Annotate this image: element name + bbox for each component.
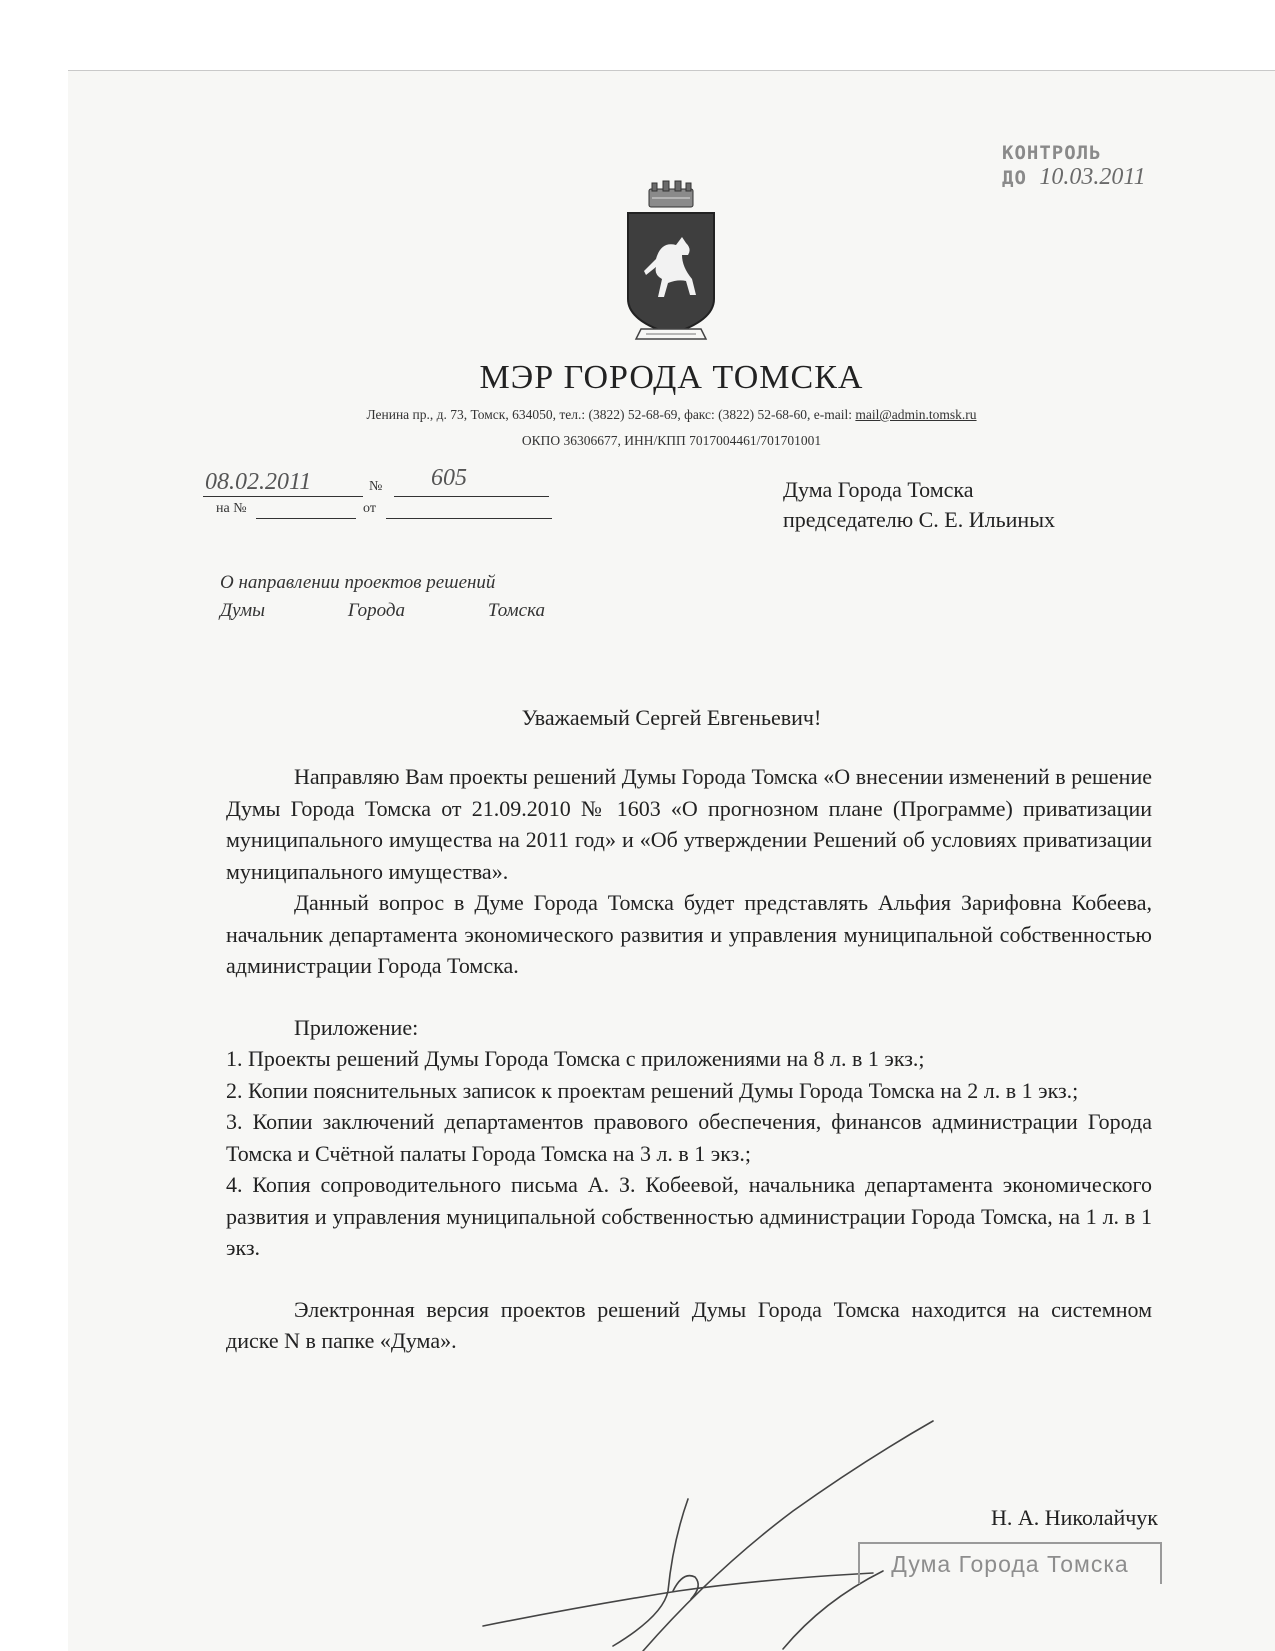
org-codes: ОКПО 36306677, ИНН/КПП 7017004461/701701001: [521, 433, 822, 448]
attachment-item-1: 1. Проекты решений Думы Города Томска с приложениями на 8 л. в 1 экз.;: [226, 1046, 925, 1071]
letter-sheet: [68, 70, 1275, 1651]
greeting: Уважаемый Сергей Евгеньевич!: [521, 705, 822, 730]
tomsk-coat-of-arms-icon: [616, 179, 726, 359]
subject-word-2: Города: [347, 600, 406, 621]
address-text: Ленина пр., д. 73, Томск, 634050, тел.: (3822) 52-68-69, факс: (3822) 52-68-60, e-mail:: [366, 407, 856, 422]
duma-received-stamp: Дума Города Томска: [858, 1542, 1162, 1584]
control-stamp: [1002, 141, 1202, 190]
signature-icon: [463, 1401, 943, 1651]
number-label: №: [369, 479, 383, 494]
registration-date: 08.02.2011: [205, 469, 312, 495]
subject: [220, 569, 560, 625]
paragraph-2: Данный вопрос в Думе Города Томска будет представлять Альфия Зарифовна Кобеева, начальник департамента экономического развития и управления муниципальной собственностью администрации Города Томска.: [226, 890, 1152, 978]
subject-word-3: Томска: [487, 600, 545, 621]
letter-body: [226, 761, 1152, 1357]
addressee-person: председателю С. Е. Ильиных: [783, 507, 1055, 532]
signer-name: Н. А. Николайчук: [991, 1505, 1158, 1530]
registration-number: 605: [431, 465, 467, 491]
addressee: [783, 475, 1163, 535]
control-stamp-prefix: ДО: [1002, 167, 1027, 189]
attachment-item-3: 3. Копии заключений департаментов правового обеспечения, финансов администрации Города Томска и Счётной палаты Города Томска на 3 л. в 1 экз.;: [226, 1109, 1152, 1166]
control-stamp-date: 10.03.2011: [1039, 164, 1146, 190]
email-link[interactable]: mail@admin.tomsk.ru: [855, 407, 977, 422]
mayor-address: [68, 407, 1275, 423]
reference-line: [216, 499, 564, 521]
from-label: от: [363, 501, 376, 516]
subject-line-1: О направлении проектов решений: [220, 572, 496, 593]
page-title: МЭР ГОРОДА ТОМСКА: [479, 359, 864, 396]
paragraph-1: Направляю Вам проекты решений Думы Города Томска «О внесении изменений в решение Думы Города Томска от 21.09.2010 № 1603 «О прогнозном плане (Программе) приватизации муниципального имущества на 2011 год» и «Об утверждении Решений об условиях приватизации муниципального имущества».: [226, 764, 1152, 884]
attachment-label: Приложение:: [294, 1014, 419, 1040]
paragraph-3: Электронная версия проектов решений Думы Города Томска находится на системном диске N в папке «Дума».: [226, 1296, 1152, 1353]
control-stamp-label: КОНТРОЛЬ: [1002, 142, 1102, 164]
attachment-item-4: 4. Копия сопроводительного письма А. З. Кобеевой, начальника департамента экономического развития и управления муниципальной собственностью администрации Города Томска, на 1 л. в 1 экз.: [226, 1172, 1152, 1260]
registration-date-number: [203, 465, 563, 499]
attachment-item-2: 2. Копии пояснительных записок к проектам решений Думы Города Томска на 2 л. в 1 экз.;: [226, 1077, 1079, 1103]
ref-label: на №: [216, 501, 247, 516]
subject-word-1: Думы: [220, 600, 266, 621]
addressee-org: Дума Города Томска: [783, 477, 974, 502]
